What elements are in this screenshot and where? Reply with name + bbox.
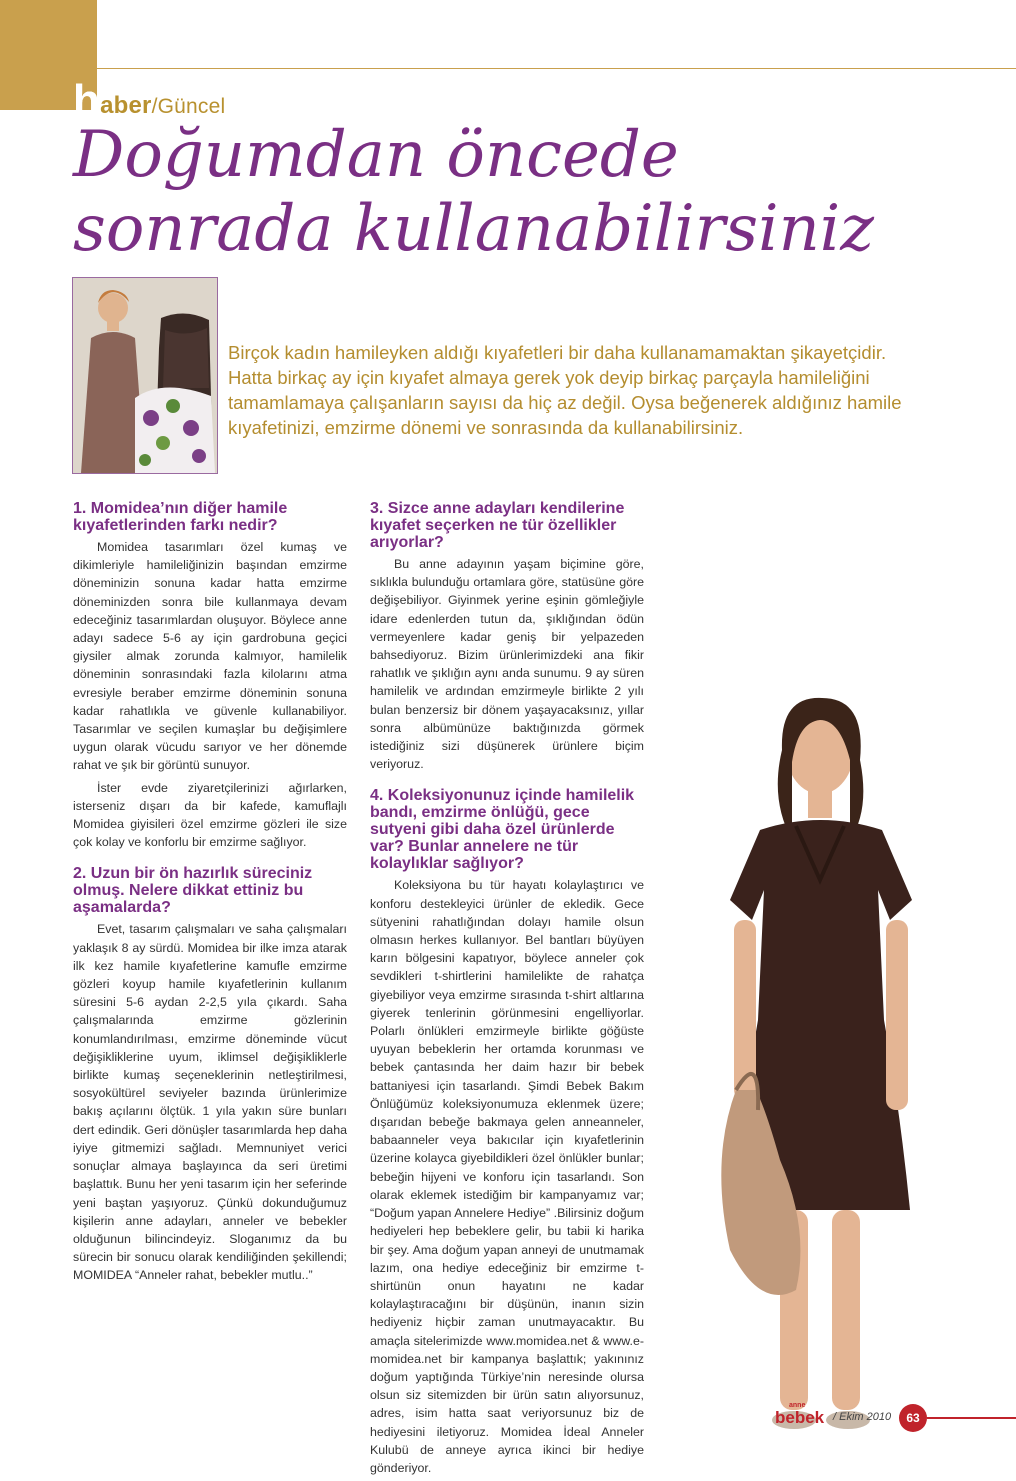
answer-1-paragraph-1: Momidea tasarımları özel kumaş ve dikimleriyle hamileliğinizin başından emzirme döneminizin sonuna kadar hatta emzirme döneminizden sonra bile kullanmaya devam edeceğiniz tasarımlardan oluşuyor. Böylece anne adayı sadece 5-6 ay için gardrobuna geçici giysiler almak zorunda kalmıyor, hamilelik döneminin sonrasındaki fazla kilolarını atma evresiyle beraber emzirme döneminin sonuna kadar rahatlıkla ve güvenle kullanabiliyor. Tasarımlar ve seçilen kumaşlar bu değişimlere uygun olarak vücudu sarıyor ve her dönemde rahat ve şık bir görüntü sunuyor. xyxy=(73,540,347,773)
hero-photo xyxy=(72,277,218,474)
model-photo-illustration xyxy=(700,690,940,1450)
question-2: 2. Uzun bir ön hazırlık süreciniz olmuş. Nelere dikkat ettiniz bu aşamalarda? xyxy=(73,865,313,917)
footer-rule xyxy=(927,1417,1016,1419)
section-main: aber xyxy=(100,92,152,119)
model-photo xyxy=(700,690,940,1450)
header-rule xyxy=(97,68,1016,69)
answer-1-paragraph-2: İster evde ziyaretçilerinizi ağırlarken, isterseniz dışarı da bir kafede, kamuflajlı Momidea giyisileri özel emzirme gözleri ile size çok kolay ve konforlu bir emzirme sağlıyor. xyxy=(73,780,347,850)
text-column-2 xyxy=(370,500,644,1481)
page-number: 63 xyxy=(899,1404,927,1432)
magazine-logo-text: bebek xyxy=(775,1408,825,1427)
magazine-logo-small: anne xyxy=(789,1402,806,1409)
answer-4-paragraph-1: Koleksiyona bu tür hayatı kolaylaştırıcı ve konforu destekleyici ürünler de ekledik. Gece sütyenini rahatlığından dolayı hamile olsun olmasın herkes kullanıyor. Bel bantları büyüyen karın bölgesini kapatıyor, böylece anneler çok sevdikleri t-shirtlerini hamilelikte de rahatça giyebiliyor veya emzirme sırasında t-shirt altlarına giyerek tenlerinin görünmesini engelliyorlar. Polarlı önlükleri emzirmeyle birlikte göğüste uyuyan bebeklerin her ortamda korunması ve bebek çantasında her daim hazır bir bebek battaniyesi için tasarlandı. Şimdi Bebek Bakım Önlüğümüz koleksiyonumuza eklenmek üzere; dışarıdan bebeğe bakmaya gelen anneanneler, babaanneler veya bakıcılar için kıyafetlerinin üzerine kolayca giyebildikleri özel önlükler bunlar; bebeğin hijyeni ve konforu için tasarlandı. Son olarak eklemek istediğim bir kampanyamız var; “Doğum yapan Annelere Hediye” .Bilirsiniz doğum hediyeleri hep bebeklere gelir, bu tabii ki harika bir şey. Ama doğum yapan anneyi de unutmamak lazım, ona hediye edeceğiniz bir emzirme t-shirtünün onun hayatını ne kadar kolaylaştıracağını bir düşünün, inanın sizin hediyeniz hiçbir zaman unutmayacaktır. Bu amaçla sitelerimizde www.momidea.net & www.e-momidea.net bir kampanya başlattık; yakınınız doğum yaptığında Türkiye’nin neresinde olursa olsun siz sitemizden bir ürün satın alıyorsunuz, adres, isim hatta saat veriyorsunuz biz de hediyesini iletiyoruz. Momidea İdeal Anneler Kulubü de anneye ayrıca ikinci bir hediye gönderiyor. xyxy=(370,878,644,1475)
text-column-3 xyxy=(667,500,941,522)
title-line-2: sonrada kullanabilirsiniz xyxy=(73,192,874,266)
question-1: 1. Momidea’nın diğer hamile kıyafetlerinden farkı nedir? xyxy=(73,500,288,534)
answer-2-paragraph-1: Evet, tasarım çalışmaları ve saha çalışmaları yaklaşık 8 ay sürdü. Momidea bir ilke imza atarak ilk kez hamile kıyafetlerine kamufle emzirme gözleri koyup hamile kıyafetlerinin kullanım süresini 5-6 aydan 2-2,5 yıla çıkardı. Saha çalışmalarında emzirme gözlerinin konumlandırılması, emzirme döneminde vücut değişikliklerine uyum, iklimsel değişikliklerle birlikte kumaş seçeneklerinin netleştirilmesi, sosyokültürel seviyeler bazında ürünlerimize bakış açılarını ölçtük. 1 yıla yakın süre bunları dert edindik. Geri dönüşler tasarımlarda hep daha iyiye gitmemizi sağladı. Memnuniyet verici sonuçlar almaya başlayınca da seri üretimi başlattık. Bunu her yeni tasarım için her seferinde yeni baştan yaşıyoruz. Çünkü dokunduğumuz kişilerin anne adayları, anneler ve bebekler olduğunun bilincindeyiz. Sloganımız da bu sürecin bir sonucu olarak kendiliğinden şekillendi; MOMIDEA “Anneler rahat, bebekler mutlu..” xyxy=(73,922,347,1283)
section-initial: h xyxy=(73,76,101,125)
question-3: 3. Sizce anne adayları kendilerine kıyafet seçerken ne tür özellikler arıyorlar? xyxy=(370,500,625,551)
section-sub: /Güncel xyxy=(151,95,226,118)
column-3-placeholder xyxy=(667,500,941,518)
hero-photo-illustration xyxy=(73,278,217,473)
magazine-logo xyxy=(775,1402,825,1428)
question-4: 4. Koleksiyonunuz içinde hamilelik bandı, emzirme önlüğü, gece sutyeni gibi daha özel ürünlerde var? Bunlar annelere ne tür kolaylıklar sağlıyor? xyxy=(370,787,635,873)
article-intro: Birçok kadın hamileyken aldığı kıyafetleri bir daha kullanamamaktan şikayetçidir. Hatta birkaç ay için kıyafet almaya gerek yok deyip birkaç parçayla hamileliğini tamamlamaya çalışanların sayısı da hiç az değil. Oysa beğenerek aldığınız hamile kıyafetinizi, emzirme dönemi ve sonrasında da kullanabilirsiniz. xyxy=(228,342,902,438)
answer-3-paragraph-1: Bu anne adayının yaşam biçimine göre, sıklıkla bulunduğu ortamlara göre, statüsüne göre değişebiliyor. Giyinmek yerine eşinin gömleğiyle idare edenlerden tutun da, şıklığından ödün vermeyenlere kadar geniş bir yelpazeden bahsediyoruz. Bizim ürünlerimizdeki ana fikir rahatlık ve şıklığın aynı anda sunumu. 9 ay süren hamilelik ve ardından emzirmeyle birlikte 2 yılı bulan benzersiz bir dönem yaşayacaksınız, yıllar sonra albümünüze baktığınızda görmek istediğiniz sizi düşünerek ürünlere biçim veriyoruz. xyxy=(370,557,644,772)
title-line-1: Doğumdan öncede xyxy=(73,118,679,192)
issue-date: / Ekim 2010 xyxy=(833,1411,892,1423)
page-footer xyxy=(775,1404,1016,1434)
article-title xyxy=(73,118,973,266)
text-column-1 xyxy=(73,500,347,1289)
